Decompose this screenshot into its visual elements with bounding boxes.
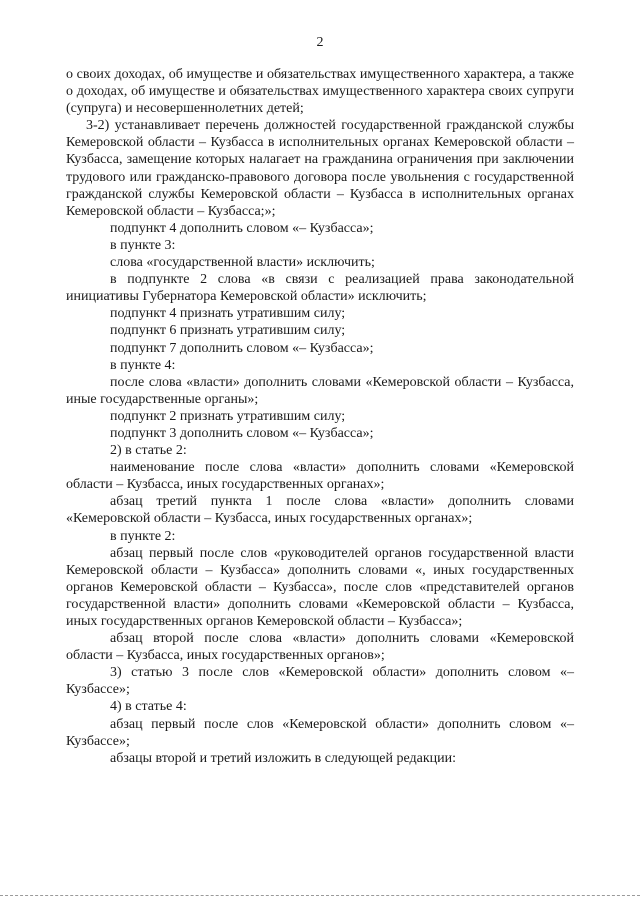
page-edge-line	[0, 895, 640, 896]
paragraph: в пункте 3:	[110, 237, 176, 253]
paragraph: подпункт 3 дополнить словом «– Кузбасса»;	[110, 425, 374, 441]
paragraph: в пункте 2:	[110, 528, 176, 544]
paragraph: 4) в статье 4:	[110, 699, 187, 715]
paragraph: подпункт 2 признать утратившим силу;	[110, 408, 346, 424]
paragraph: 2) в статье 2:	[110, 443, 187, 459]
paragraph: абзацы второй и третий изложить в следующей редакции:	[110, 750, 457, 766]
paragraph: слова «государственной власти» исключить;	[110, 255, 375, 271]
paragraph: подпункт 4 признать утратившим силу;	[110, 306, 346, 322]
paragraph: подпункт 4 дополнить словом «– Кузбасса»;	[110, 220, 374, 236]
paragraph: наименование после слова «власти» дополнить словами «Кемеровской области – Кузбасса, иных государственных органах»;	[66, 460, 574, 493]
paragraph: подпункт 6 признать утратившим силу;	[110, 323, 346, 339]
paragraph: 3) статью 3 после слов «Кемеровской области» дополнить словом «– Кузбассе»;	[66, 665, 574, 698]
paragraph: подпункт 7 дополнить словом «– Кузбасса»;	[110, 340, 374, 356]
paragraph: о своих доходах, об имуществе и обязательствах имущественного характера, а также о доходах, об имуществе и обязательствах имущественного характера своих супруги (супруга) и несовершеннолетних детей;	[66, 67, 574, 117]
paragraph: после слова «власти» дополнить словами «Кемеровской области – Кузбасса, иные государственные органы»;	[66, 374, 574, 407]
paragraph: абзац первый после слов «Кемеровской области» дополнить словом «– Кузбассе»;	[66, 716, 574, 749]
paragraph: 3-2) устанавливает перечень должностей государственной гражданской службы Кемеровской области – Кузбасса в исполнительных органах Кемеровской области – Кузбасса, замещение которых налагает на гражданина ограничения при заключении трудового или гражданско-правового договора после увольнения с государственной гражданской службы Кемеровской области – Кузбасса в исполнительных органах Кемеровской области – Кузбасса;»;	[66, 118, 574, 219]
paragraph: абзац второй после слова «власти» дополнить словами «Кемеровской области – Кузбасса, иных государственных органов»;	[66, 631, 574, 664]
page-number: 2	[316, 35, 324, 50]
paragraph: абзац первый после слов «руководителей органов государственной власти Кемеровской области – Кузбасса» дополнить словами «, иных государственных органов Кемеровской области – Кузбасса», после слов «представителей органов государственной власти» дополнить словами «Кемеровской области – Кузбасса, иных государственных органов Кемеровской области – Кузбасса»;	[66, 545, 574, 629]
paragraph: в подпункте 2 слова «в связи с реализацией права законодательной инициативы Губернатора Кемеровской области» исключить;	[66, 272, 574, 305]
paragraph: абзац третий пункта 1 после слова «власти» дополнить словами «Кемеровской области – Кузбасса, иных государственных органах»;	[66, 494, 574, 527]
paragraph: в пункте 4:	[110, 357, 176, 373]
document-body	[66, 66, 574, 767]
